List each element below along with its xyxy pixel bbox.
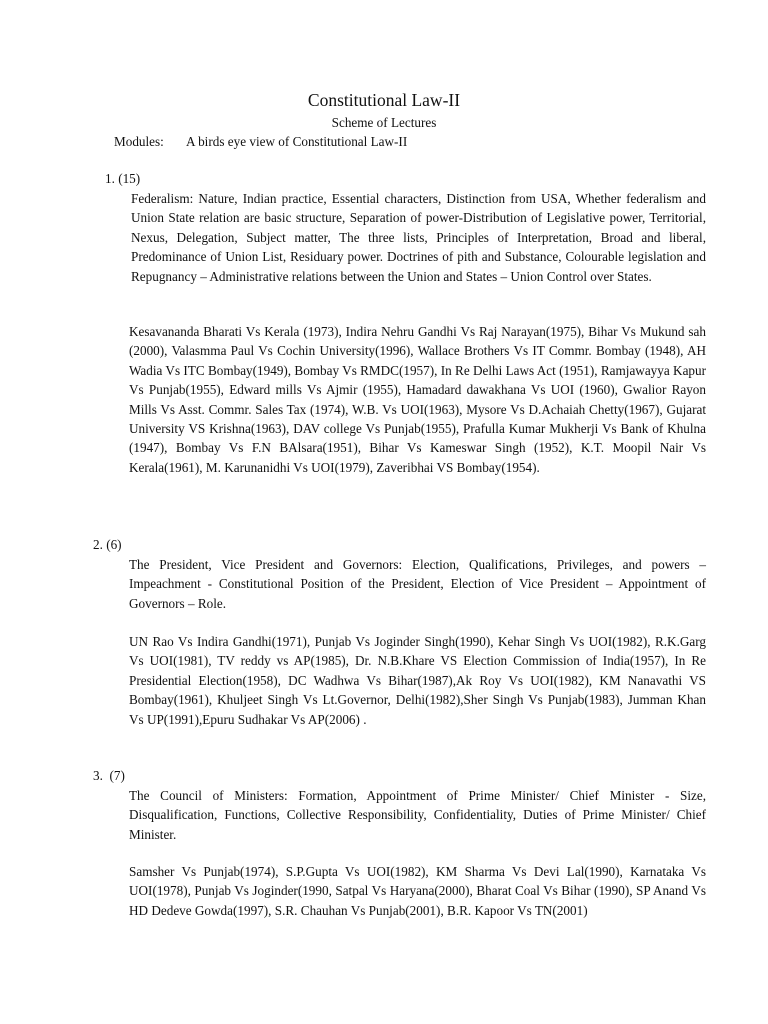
item-1-number: 1. (15) [105,171,141,186]
item-1-cases: Kesavananda Bharati Vs Kerala (1973), Indira Nehru Gandhi Vs Raj Narayan(1975), Bihar Vs Mukund sah (2000), Valasmma Paul Vs Cochin University(1996), Wallace Brothers Vs IT Commr. Bombay (1948), AH Wadia Vs ITC Bombay(1949), Bombay Vs RMDC(1957), In Re Delhi Laws Act (1951), Ramjawayya Kapur Vs Punjab(1955), Edward mills Vs Ajmir (1955), Hamadard dawakhana Vs UOI (1960), Gwalior Rayon Mills Vs Asst. Commr. Sales Tax (1974), W.B. Vs UOI(1963), Mysore Vs D.Achaiah Chetty(1967), Gujarat University VS Krishna(1963), DAV college Vs Punjab(1955), Prafulla Kumar Mukherji Vs Bank of Khulna (1947), Bombay Vs F.N BAlsara(1951), Bihar Vs Kameswar Singh (1952), K.T. Moopil Nair Vs Kerala(1961), M. Karunanidhi Vs UOI(1979), Zaveribhai VS Bombay(1954). [129,324,706,475]
item-3-cases: Samsher Vs Punjab(1974), S.P.Gupta Vs UOI(1982), KM Sharma Vs Devi Lal(1990), Karnataka Vs UOI(1978), Punjab Vs Joginder(1990, Satpal Vs Haryana(2000), Bharat Coal Vs Bihar (1990), SP Anand Vs HD Dedeve Gowda(1997), S.R. Chauhan Vs Punjab(2001), B.R. Kapoor Vs TN(2001) [129,864,706,918]
document-title: Constitutional Law-II [307,90,461,110]
item-2-topic: The President, Vice President and Governors: Election, Qualifications, Privileges, and powers – Impeachment - Constitutional Position of the President, Election of Vice President – Appointment of Governors – Role. [129,557,706,611]
modules-text: A birds eye view of Constitutional Law-II [186,134,408,149]
item-1-topic: Federalism: Nature, Indian practice, Essential characters, Distinction from USA, Whether federalism and Union State relation are basic structure, Separation of power-Distribution of Legislative power, Territorial, Nexus, Delegation, Subject matter, The three lists, Principles of Interpretation, Broad and liberal, Predominance of Union List, Residuary power. Doctrines of pith and Substance, Colourable legislation and Repugnancy – Administrative relations between the Union and States – Union Control over States. [131,191,706,284]
item-3-number: 3. (7) [93,768,125,783]
modules-label: Modules: [114,134,164,149]
item-2-cases: UN Rao Vs Indira Gandhi(1971), Punjab Vs Joginder Singh(1990), Kehar Singh Vs UOI(1982), R.K.Garg Vs UOI(1981), TV reddy vs AP(1985), Dr. N.B.Khare VS Election Commission of India(1957), In Re Presidential Election(1958), DC Wadhwa Vs Bihar(1987),Ak Roy Vs UOI(1982), KM Nanavathi VS Bombay(1961), Khuljeet Singh Vs Lt.Governor, Delhi(1982),Sher Singh Vs Punjab(1983), Jumman Khan Vs UP(1991),Epuru Sudhakar Vs AP(2006) . [129,634,706,727]
modules-line [114,134,407,150]
document-subtitle: Scheme of Lectures [331,115,437,130]
item-2-number: 2. (6) [93,537,122,552]
item-3-topic: The Council of Ministers: Formation, Appointment of Prime Minister/ Chief Minister - Size, Disqualification, Functions, Collective Responsibility, Confidentiality, Duties of Prime Minister/ Chief Minister. [129,788,706,842]
